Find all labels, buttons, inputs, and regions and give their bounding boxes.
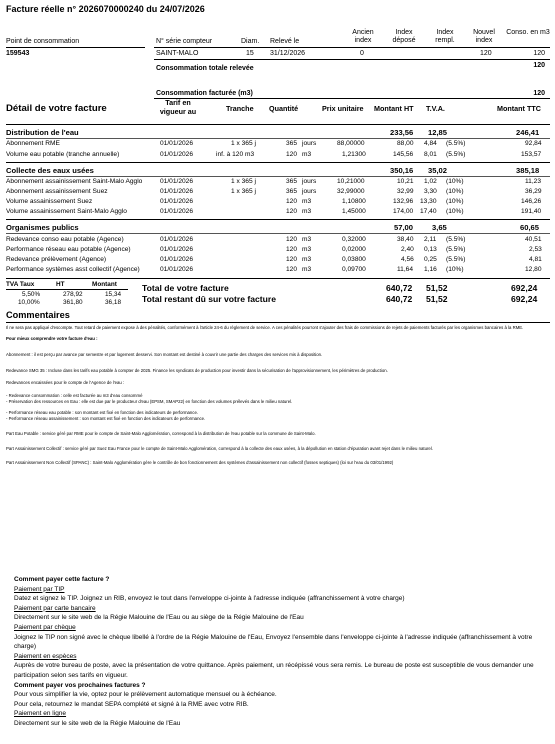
note-list1: - Redevance consommation : celle est facturée au m3 d'eau consommé	[6, 393, 143, 398]
col-ttc: Montant TTC	[497, 104, 541, 113]
reste-tva: 51,52	[426, 294, 448, 304]
line-row: Volume eau potable (tranche annuelle) 01/01/2026 inf. à 120 m3 120 m3 1,21300 145,56 8,01 (5.5%) 153,57	[6, 151, 542, 158]
section-ttc: 246,41	[516, 128, 540, 137]
total-tva: 51,52	[426, 283, 448, 293]
payment-cheque-text: Joignez le TIP non signé avec le chèque libellé à l'ordre de la Régie Malouine de l'Eau, Envoyez l'ensemble dans l'enveloppe ci-jointe à l'adresse indiquée (affranchissement à votre charge)	[14, 633, 533, 651]
col-serial: N° série compteur	[156, 38, 213, 45]
total-ttc: 692,24	[511, 283, 538, 293]
section-ht: 350,16	[390, 166, 414, 175]
ancien-value: 0	[360, 50, 364, 57]
section-name: Distribution de l'eau	[6, 128, 79, 137]
line-row: Redevance conso eau potable (Agence) 01/01/2026 120 m3 0,32000 38,40 2,11 (5.5%) 40,51	[6, 236, 542, 243]
section-ttc: 385,18	[516, 166, 540, 175]
payment-ligne-text: Directement sur le site web de la Régie Malouine de l'Eau	[14, 719, 181, 727]
note-list3: - Performance réseau eau potable : son montant est fixé en fonction des indicateurs de performance.	[6, 410, 199, 415]
payment-especes-title: Paiement en espèces	[14, 652, 77, 660]
payment-tip-title: Paiement par TIP	[14, 585, 65, 593]
section-ht: 57,00	[394, 223, 414, 232]
note-redevances-agence: Redevances encaissées pour le compte de l'Agence de l'eau :	[6, 380, 125, 385]
col-ht: Montant HT	[374, 104, 414, 113]
col-depose: Index déposé	[392, 29, 416, 44]
col-releve: Relevé le	[270, 38, 300, 45]
line-row: Volume assainissement Suez 01/01/2026 120 m3 1,10800 132,96 13,30 (10%) 146,26	[6, 198, 542, 205]
note-part-collectif: Part Assainissement Collectif : service géré par Suez Eau France pour le compte de Saint-Malo Agglomération, correspond à la collecte des eaux usées, à la dépollution en station d'épuration avant rejet dans le milieu naturel.	[6, 446, 433, 451]
reste-ttc: 692,24	[511, 294, 538, 304]
payment-section	[14, 575, 534, 729]
col-tarif: Tarif en vigueur au	[159, 98, 197, 116]
payment-next-text-2: Pour cela, retournez le mandat SEPA complété et signé à la RME avec votre RIB.	[14, 700, 249, 708]
col-nouvel: Nouvel index	[473, 29, 495, 44]
section-ttc: 60,65	[520, 223, 540, 232]
facturee-value: 120	[533, 90, 545, 97]
conso-value: 120	[533, 50, 545, 57]
total-label: Total de votre facture	[142, 283, 229, 293]
payment-cheque-title: Paiement par chèque	[14, 623, 76, 631]
section-tva: 3,65	[432, 223, 447, 232]
note-abonnement: Abonnement : il est perçu par avance par semestre et par logement desservi. Son montant est destiné à couvrir une partie des charges des services mis à disposition.	[6, 352, 323, 357]
nouvel-value: 120	[480, 50, 492, 57]
note-list2: - Préservation des ressources en Eau : elle est due par le producteur d'eau (EPSM, SMAP22) en fonction des volumes prélevés dans le milieu naturel.	[6, 399, 293, 404]
note-part-eau: Part Eau Potable : service géré par RME pour le compte de Saint-Malo Agglomération, correspond à la distribution de l'eau potable sur la commune de Saint-Malo.	[6, 431, 316, 436]
line-row: Redevance prélèvement (Agence) 01/01/2026 120 m3 0,03800 4,56 0,25 (5.5%) 4,81	[6, 256, 542, 263]
total-relevee-label: Consommation totale relevée	[156, 65, 254, 72]
reste-label: Total restant dû sur votre facture	[142, 294, 277, 304]
col-diam: Diam.	[241, 38, 260, 45]
col-quantite: Quantité	[269, 104, 299, 113]
releve-value: 31/12/2026	[270, 50, 306, 57]
col-prix: Prix unitaire	[322, 104, 364, 113]
section-tva: 12,85	[428, 128, 448, 137]
col-tranche: Tranche	[226, 104, 254, 113]
invoice-title: Facture réelle n° 2026070000240 du 24/07/2026	[6, 4, 205, 14]
commentaires-intro-bold: Pour mieux comprendre votre facture d'eau :	[6, 336, 98, 341]
line-row: Performance systèmes asst collectif (Agence) 01/01/2026 120 m3 0,09700 11,64 1,16 (10%) 12,80	[6, 266, 542, 273]
payment-next-text-1: Pour vous simplifier la vie, optez pour le prélèvement automatique mensuel ou à échéance.	[14, 691, 277, 699]
total-relevee-value: 120	[533, 62, 545, 69]
point-value: 159543	[6, 50, 30, 57]
col-point: Point de consommation	[6, 38, 80, 45]
facturee-label: Consommation facturée (m3)	[156, 90, 253, 97]
payment-ligne-title: Paiement en ligne	[14, 710, 67, 718]
line-row: Abonnement assainissement Suez 01/01/2026 1 x 365 j 365 jours 32,99000 32,99 3,30 (10%) 36,29	[6, 188, 542, 195]
line-row: Abonnement RME 01/01/2026 1 x 365 j 365 jours 88,00000 88,00 4,84 (5.5%) 92,84	[6, 140, 542, 147]
detail-title: Détail de votre facture	[6, 103, 107, 114]
note-part-spanc: Part Assainissement Non Collectif (SPANC) : Saint-Malo Agglomération gère le contrôle de bon fonctionnement des systèmes d'assainissement non collectif (fosses septiques) (loi sur l'eau du 03/01/1992)	[6, 460, 394, 465]
section-tva: 35,02	[428, 166, 448, 175]
line-row: Performance réseau eau potable (Agence) 01/01/2026 120 m3 0,02000 2,40 0,13 (5.5%) 2,53	[6, 246, 542, 253]
total-ht: 640,72	[386, 283, 413, 293]
note-redevance-smg: Redevance SMG 35 : Incluse dans les tarifs eau potable à compter de 2025. Finance les syndicats de production pour investir dans la sécurisation de l'approvisionnement, les périmètres de production.	[6, 368, 388, 373]
payment-tip-text: Datez et signez le TIP. Joignez un RIB, envoyez le tout dans l'enveloppe ci-jointe à l'adresse indiquée (affranchissement à votre charge)	[14, 595, 405, 603]
note-list4: - Performance réseau assainissement : son montant est fixé en fonction des indicateurs de performance.	[6, 416, 206, 421]
commentaires-title: Commentaires	[6, 310, 70, 320]
line-row: Volume assainissement Saint-Malo Agglo 01/01/2026 120 m3 1,45000 174,00 17,40 (10%) 191,40	[6, 208, 542, 215]
payment-cb-text: Directement sur le site web de la Régie Malouine de l'Eau ou au siège de la Régie Malouine de l'Eau	[14, 614, 304, 622]
payment-cb-title: Paiement par carte bancaire	[14, 604, 96, 612]
diam-value: 15	[246, 50, 254, 57]
commentaires-intro: Il ne sera pas appliqué d'escompte. Tout retard de paiement expose à des pénalités, conformément à l'article 24-6 du règlement de service. A ces pénalités pourront s'ajouter des frais de commissions de rejets de paiements facturés par les organismes bancaires à la RME.	[6, 325, 524, 330]
section-ht: 233,56	[390, 128, 414, 137]
payment-question-1: Comment payer cette facture ?	[14, 576, 110, 583]
section-distribution	[0, 128, 555, 137]
section-organismes	[0, 223, 555, 232]
serial-value: SAINT-MALO	[156, 50, 199, 57]
reste-ht: 640,72	[386, 294, 413, 304]
payment-question-2: Comment payer vos prochaines factures ?	[14, 681, 146, 689]
section-collecte	[0, 166, 555, 175]
col-ancien: Ancien index	[352, 29, 374, 44]
section-name: Organismes publics	[6, 223, 79, 232]
col-conso: Conso. en m3	[506, 29, 550, 36]
col-rempl: Index rempl.	[435, 29, 455, 44]
payment-especes-text: Auprès de votre bureau de poste, avec la présentation de votre quittance. Après paiement, un récépissé vous sera remis. Le bureau de poste est susceptible de vous demander une participation selon ses tarifs en vigueur.	[14, 662, 534, 679]
line-row: Abonnement assainissement Saint-Malo Agglo 01/01/2026 1 x 365 j 365 jours 10,21000 10,21 1,02 (10%) 11,23	[6, 178, 542, 185]
section-name: Collecte des eaux usées	[6, 166, 94, 175]
col-tva: T.V.A.	[426, 104, 445, 113]
